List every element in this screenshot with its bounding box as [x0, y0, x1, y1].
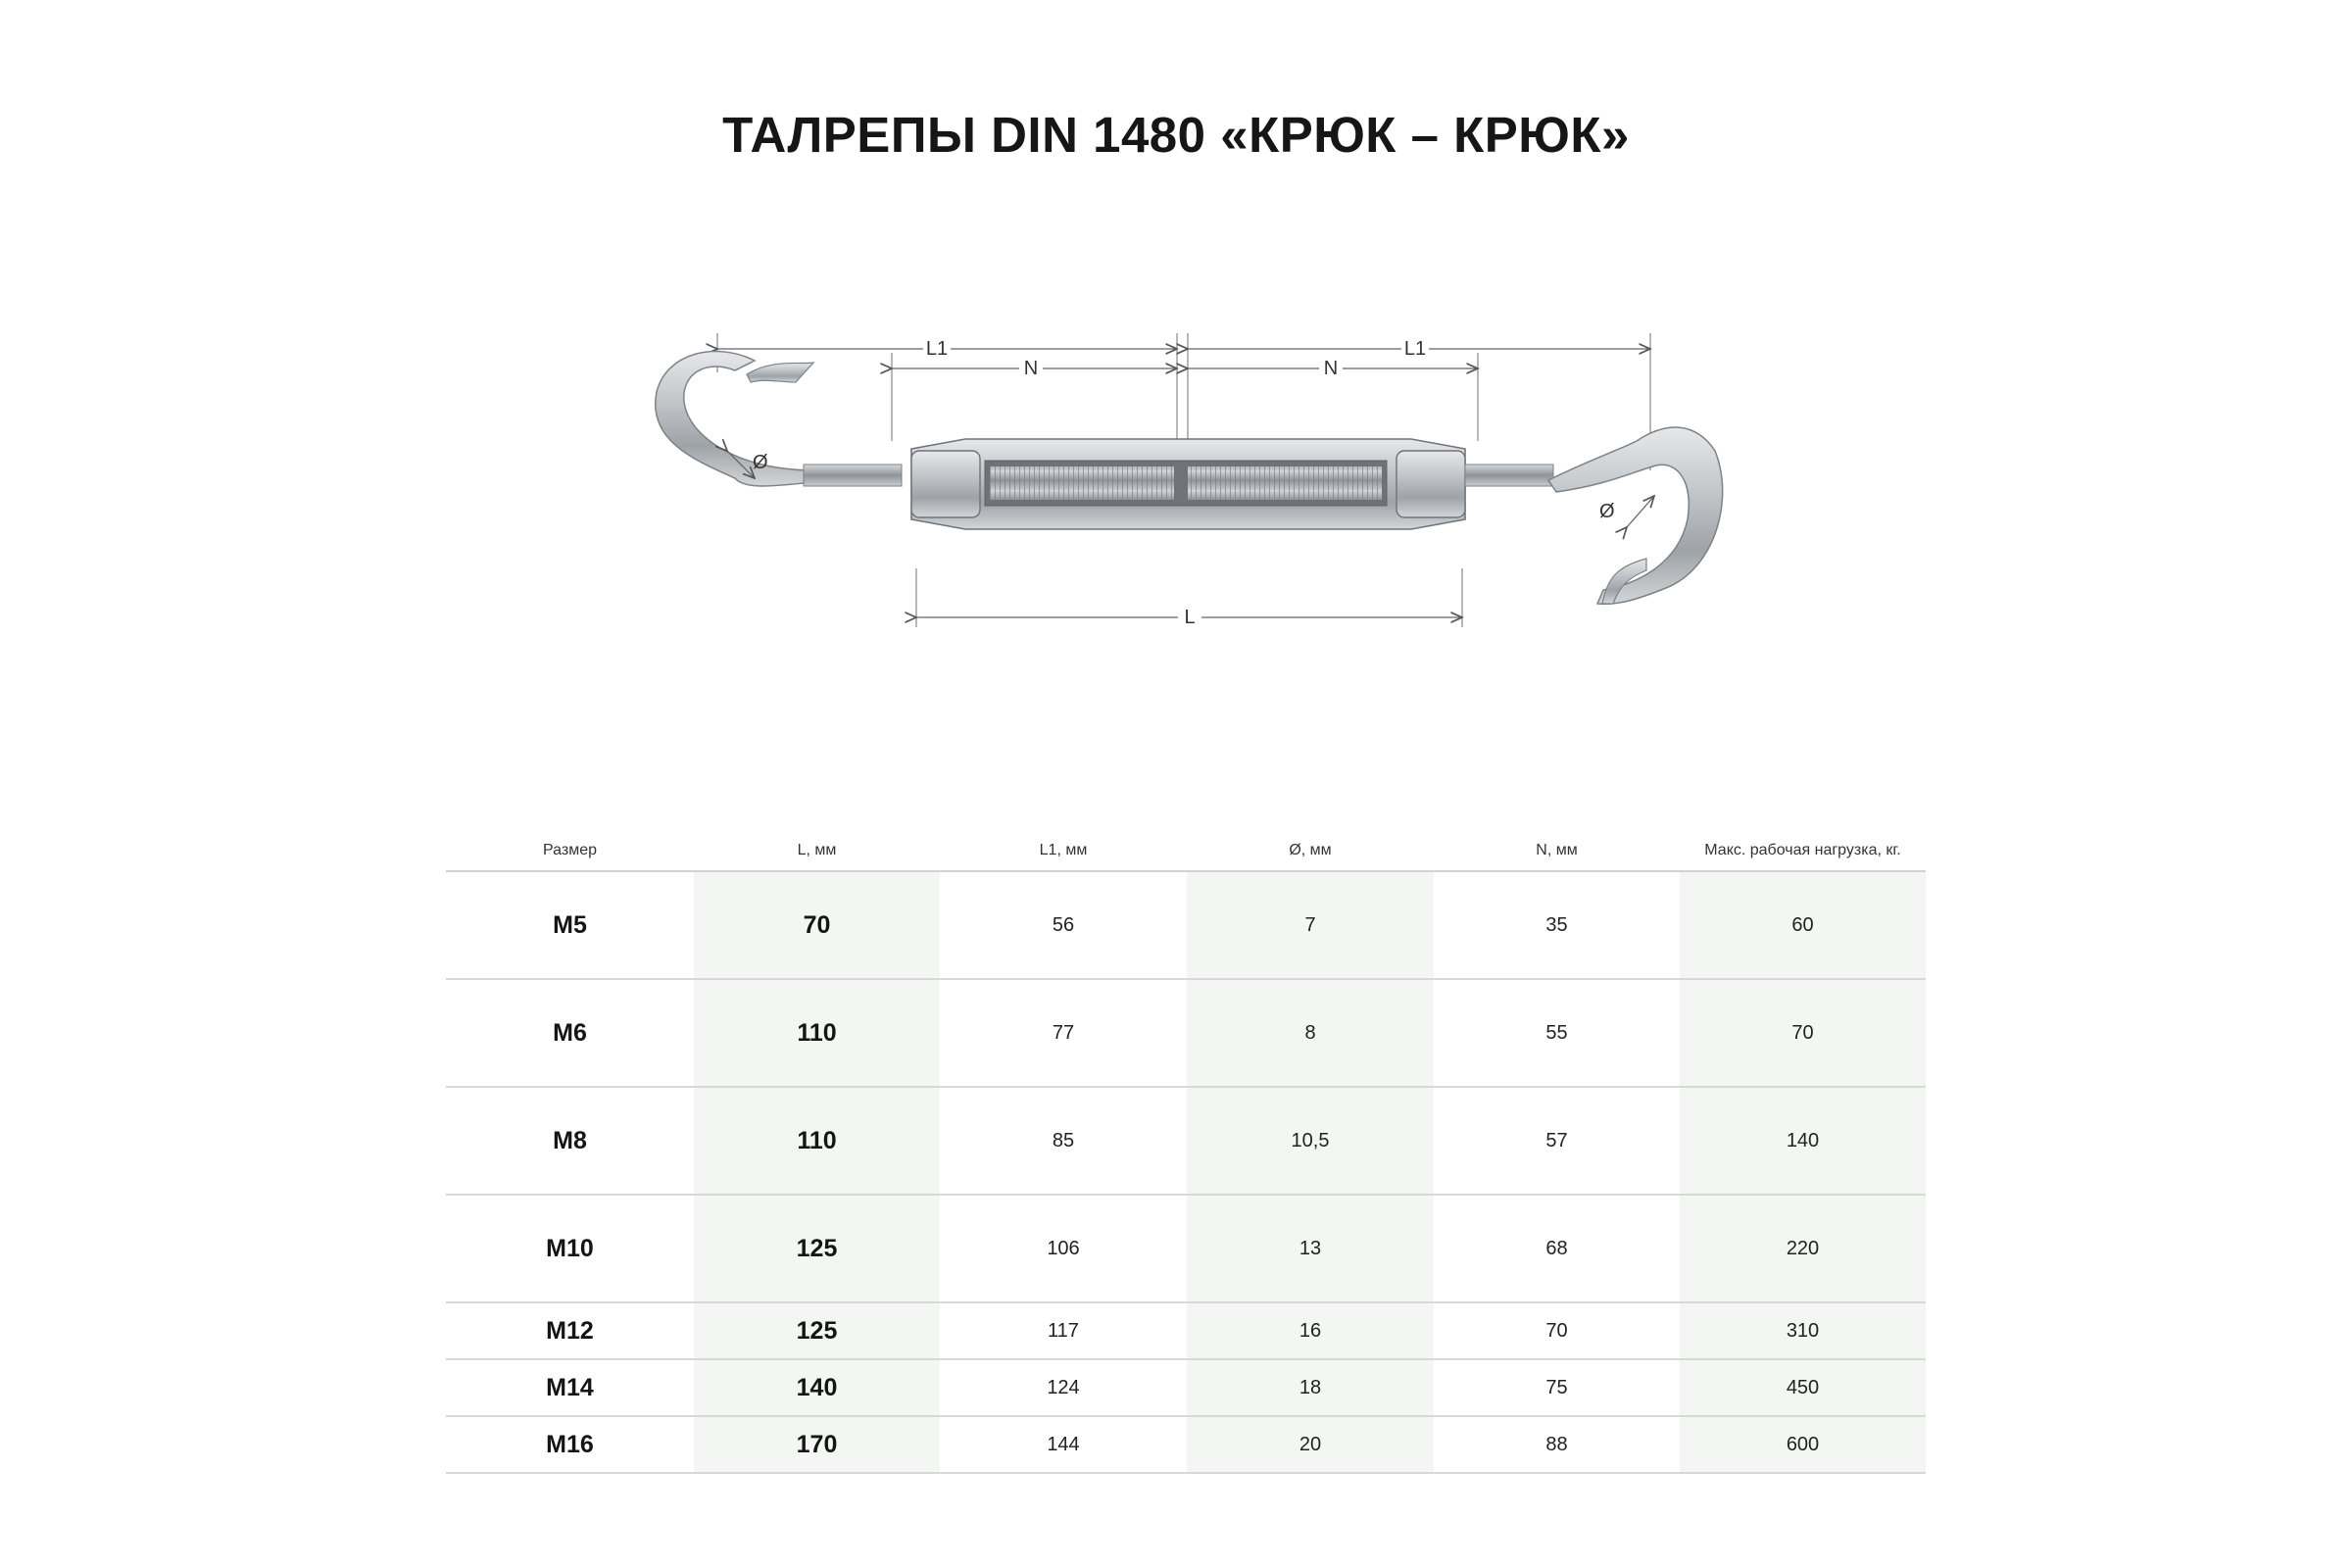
- dim-label-l1-right: L1: [1403, 338, 1427, 360]
- header-diameter: Ø, мм: [1187, 831, 1434, 871]
- dim-label-length: L: [1184, 607, 1196, 628]
- cell-length: 140: [694, 1359, 940, 1416]
- cell-length: 170: [694, 1416, 940, 1473]
- cell-n: 70: [1434, 1302, 1680, 1359]
- cell-n: 88: [1434, 1416, 1680, 1473]
- dim-label-n-right: N: [1323, 358, 1339, 379]
- cell-max-load: 600: [1680, 1416, 1926, 1473]
- table-row: [446, 1359, 1926, 1416]
- cell-diameter: 13: [1187, 1195, 1434, 1302]
- cell-max-load: 60: [1680, 871, 1926, 979]
- turnbuckle-diagram: [627, 314, 1725, 647]
- cell-max-load: 310: [1680, 1302, 1926, 1359]
- header-n: N, мм: [1434, 831, 1680, 871]
- table-header-row: [446, 831, 1926, 871]
- cell-n: 68: [1434, 1195, 1680, 1302]
- header-max-load: Макс. рабочая нагрузка, кг.: [1680, 831, 1926, 871]
- cell-diameter: 18: [1187, 1359, 1434, 1416]
- cell-n: 55: [1434, 979, 1680, 1087]
- cell-max-load: 70: [1680, 979, 1926, 1087]
- dim-label-diameter-left: Ø: [753, 452, 768, 473]
- cell-l1: 77: [940, 979, 1187, 1087]
- cell-length: 110: [694, 1087, 940, 1195]
- dim-label-diameter-right: Ø: [1599, 501, 1615, 522]
- header-l1: L1, мм: [940, 831, 1187, 871]
- cell-size: M5: [446, 871, 694, 979]
- page-title: ТАЛРЕПЫ DIN 1480 «КРЮК – КРЮК»: [722, 107, 1630, 163]
- cell-length: 125: [694, 1302, 940, 1359]
- cell-l1: 56: [940, 871, 1187, 979]
- cell-diameter: 16: [1187, 1302, 1434, 1359]
- cell-length: 125: [694, 1195, 940, 1302]
- spec-table: [446, 831, 1926, 1474]
- table-row: [446, 1302, 1926, 1359]
- dim-label-l1-left: L1: [925, 338, 949, 360]
- cell-size: M6: [446, 979, 694, 1087]
- cell-l1: 85: [940, 1087, 1187, 1195]
- cell-size: M12: [446, 1302, 694, 1359]
- cell-size: M14: [446, 1359, 694, 1416]
- cell-diameter: 7: [1187, 871, 1434, 979]
- table-row: [446, 1195, 1926, 1302]
- cell-max-load: 140: [1680, 1087, 1926, 1195]
- table-row: [446, 1087, 1926, 1195]
- cell-size: M10: [446, 1195, 694, 1302]
- cell-l1: 117: [940, 1302, 1187, 1359]
- cell-max-load: 220: [1680, 1195, 1926, 1302]
- cell-diameter: 20: [1187, 1416, 1434, 1473]
- cell-n: 35: [1434, 871, 1680, 979]
- header-size: Размер: [446, 831, 694, 871]
- cell-max-load: 450: [1680, 1359, 1926, 1416]
- cell-l1: 124: [940, 1359, 1187, 1416]
- cell-n: 75: [1434, 1359, 1680, 1416]
- cell-diameter: 10,5: [1187, 1087, 1434, 1195]
- cell-size: M16: [446, 1416, 694, 1473]
- dim-label-n-left: N: [1023, 358, 1039, 379]
- cell-l1: 144: [940, 1416, 1187, 1473]
- table-row: [446, 871, 1926, 979]
- cell-length: 110: [694, 979, 940, 1087]
- cell-n: 57: [1434, 1087, 1680, 1195]
- cell-l1: 106: [940, 1195, 1187, 1302]
- cell-length: 70: [694, 871, 940, 979]
- cell-diameter: 8: [1187, 979, 1434, 1087]
- cell-size: M8: [446, 1087, 694, 1195]
- table-row: [446, 1416, 1926, 1473]
- table-row: [446, 979, 1926, 1087]
- header-length: L, мм: [694, 831, 940, 871]
